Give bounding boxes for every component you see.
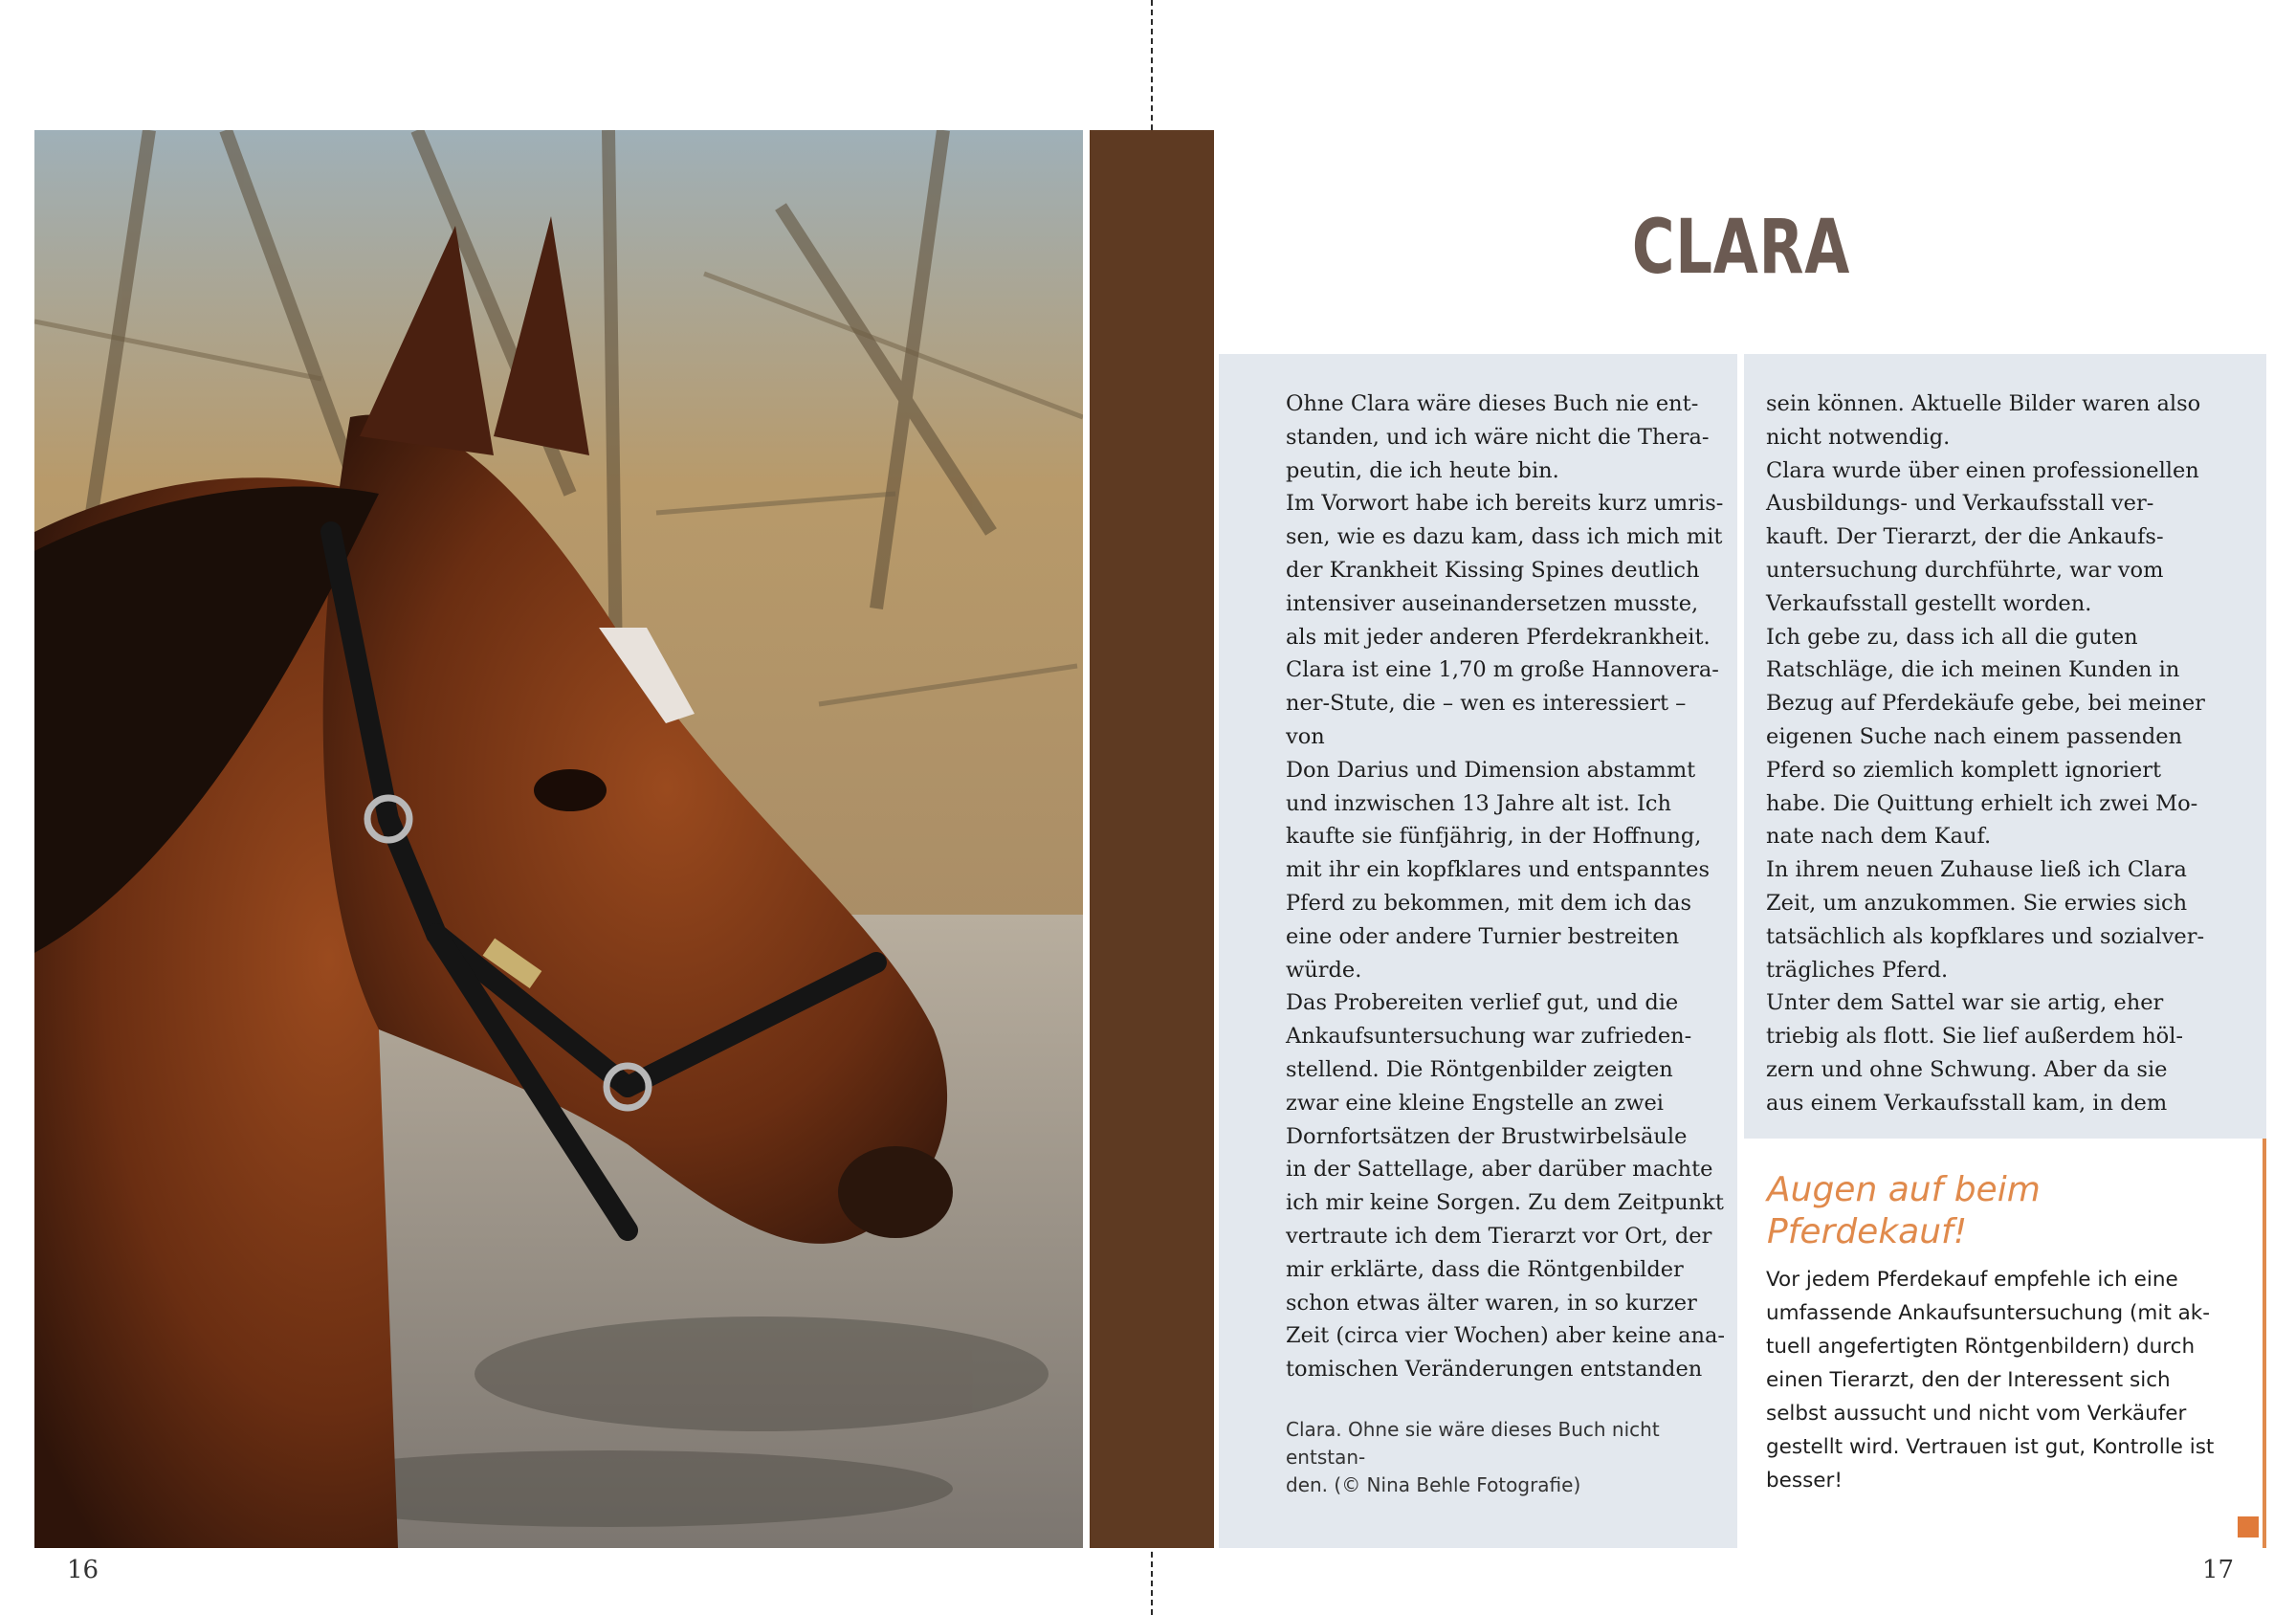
page-number-left: 16 bbox=[67, 1556, 99, 1584]
tip-text: Vor jedem Pferdekauf empfehle ich eine umfassende Ankaufsuntersuchung (mit ak- tuell angefertigten Röntgenbildern) durch einen Tierarzt, den der Interessent sich selbst aussucht und nicht vom Verkäufer gestellt wird. Vertrauen ist gut, Kontrolle ist besser! bbox=[1766, 1268, 2215, 1493]
horse-head-photo-icon bbox=[34, 130, 1083, 1548]
tip-title: Augen auf beim Pferdekauf! bbox=[1767, 1170, 2041, 1251]
text-column-1 bbox=[1219, 354, 1737, 1548]
photo-caption: Clara. Ohne sie wäre dieses Buch nicht entstan- den. (© Nina Behle Fotografie) bbox=[1286, 1418, 1660, 1496]
page-number-right: 17 bbox=[2202, 1556, 2235, 1584]
chapter-title: CLARA bbox=[1631, 205, 1851, 291]
tip-box bbox=[1744, 1139, 2266, 1548]
column-1-text: Ohne Clara wäre dieses Buch nie ent- standen, und ich wäre nicht die Thera- peutin, die ich heute bin. Im Vorwort habe ich bereits kurz umris- sen, wie es dazu kam, dass ich mich mit der Krankheit Kissing Spines deutlich intensiver auseinandersetzen musste, als mit jeder anderen Pferdekrankheit. Clara ist eine 1,70 m große Hannovera- ner-Stute, die – wen es interessiert – von Don Darius und Dimension abstammt und inzwischen 13 Jahre alt ist. Ich kaufte sie fünfjährig, in der Hoffnung, mit ihr ein kopfklares und entspanntes Pferd zu bekommen, mit dem ich das eine oder andere Turnier bestreiten würde. Das Probereiten verlief gut, und die Ankaufsuntersuchung war zufrieden- stellend. Die Röntgenbilder zeigten zwar eine kleine Engstelle an zwei Dornfortsätzen der Brustwirbelsäule in der Sattellage, aber darüber machte ich mir keine Sorgen. Zu dem Zeitpunkt vertraute ich dem Tierarzt vor Ort, der mir erklärte, dass die Röntgenbilder schon etwas älter waren, in so kurzer Zeit (circa vier Wochen) aber keine ana- tomischen Veränderungen entstanden bbox=[1286, 391, 1726, 1383]
tip-end-square-icon bbox=[2238, 1516, 2259, 1538]
text-column-2 bbox=[1744, 354, 2266, 1139]
tip-accent-rule bbox=[2263, 1139, 2266, 1548]
horse-photo bbox=[34, 130, 1083, 1548]
decorative-brown-band bbox=[1090, 130, 1214, 1548]
column-2-text: sein können. Aktuelle Bilder waren also nicht notwendig. Clara wurde über einen professionellen Ausbildungs- und Verkaufsstall ver- kauft. Der Tierarzt, der die Ankaufs- untersuchung durchführte, war vom Verkaufsstall gestellt worden. Ich gebe zu, dass ich all die guten Ratschläge, die ich meinen Kunden in Bezug auf Pferdekäufe gebe, bei meiner eigenen Suche nach einem passenden Pferd so ziemlich komplett ignoriert habe. Die Quittung erhielt ich zwei Mo- nate nach dem Kauf. In ihrem neuen Zuhause ließ ich Clara Zeit, um anzukommen. Sie erwies sich tatsächlich als kopfklares und sozialver- trägliches Pferd. Unter dem Sattel war sie artig, eher triebig als flott. Sie lief außerdem höl- zern und ohne Schwung. Aber da sie aus einem Verkaufsstall kam, in dem bbox=[1766, 391, 2205, 1116]
